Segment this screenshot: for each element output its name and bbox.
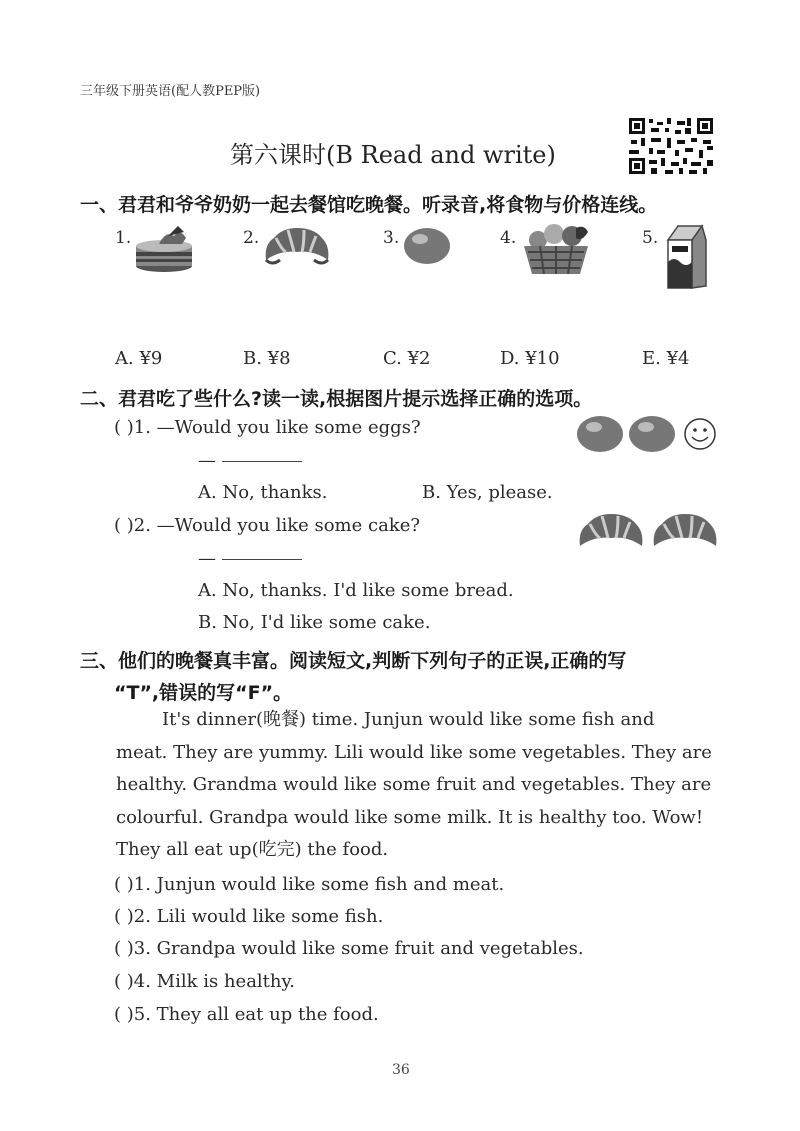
price-option-a: A. ¥9 [115, 348, 163, 369]
tf-item-5: ( )5. They all eat up the food. [114, 1004, 379, 1025]
lesson-title: 第六课时(B Read and write) [230, 141, 556, 169]
item-number-1: 1. [115, 228, 132, 248]
passage-line-3: healthy. Grandma would like some fruit and vegetables. They are [116, 774, 712, 795]
section3-heading-line2: “T”,错误的写“F”。 [114, 682, 293, 704]
section2-heading: 二、君君吃了些什么?读一读,根据图片提示选择正确的选项。 [80, 388, 593, 410]
passage-line-1: It's dinner(晚餐) time. Junjun would like some fish and [162, 709, 655, 730]
price-option-e: E. ¥4 [642, 348, 690, 369]
book-title: 三年级下册英语(配人教PEP版) [80, 84, 261, 99]
bread-icon [262, 224, 332, 270]
q1-option-b: B. Yes, please. [422, 482, 553, 503]
fruit-basket-icon [520, 222, 592, 280]
section1-heading: 一、君君和爷爷奶奶一起去餐馆吃晚餐。听录音,将食物与价格连线。 [80, 194, 658, 216]
price-option-b: B. ¥8 [243, 348, 291, 369]
passage-line-5: They all eat up(吃完) the food. [116, 839, 389, 860]
item-number-5: 5. [642, 228, 659, 248]
question-1: ( )1. —Would you like some eggs? [114, 417, 421, 438]
item-number-4: 4. [500, 228, 517, 248]
item-number-2: 2. [243, 228, 260, 248]
cake-icon [134, 224, 196, 274]
page-number: 36 [392, 1062, 410, 1078]
qr-code-icon [627, 116, 715, 176]
q1-option-a: A. No, thanks. [198, 482, 328, 503]
question-2: ( )2. —Would you like some cake? [114, 515, 421, 536]
tf-item-1: ( )1. Junjun would like some fish and meat. [114, 874, 505, 895]
passage-line-4: colourful. Grandpa would like some milk. It is healthy too. Wow! [116, 807, 704, 828]
q2-option-b: B. No, I'd like some cake. [198, 612, 431, 633]
price-option-c: C. ¥2 [383, 348, 431, 369]
answer-line-2[interactable]: — [198, 548, 302, 569]
answer-line-1[interactable]: — [198, 450, 302, 471]
milk-carton-icon [664, 222, 708, 290]
price-option-d: D. ¥10 [500, 348, 560, 369]
item-number-3: 3. [383, 228, 400, 248]
tf-item-2: ( )2. Lili would like some fish. [114, 906, 384, 927]
passage-line-2: meat. They are yummy. Lili would like some vegetables. They are [116, 742, 712, 763]
egg-icon [402, 226, 452, 266]
q2-option-a: A. No, thanks. I'd like some bread. [198, 580, 514, 601]
breads-icon [576, 510, 722, 556]
eggs-smiley-icon [576, 414, 718, 454]
section3-heading-line1: 三、他们的晚餐真丰富。阅读短文,判断下列句子的正误,正确的写 [80, 650, 627, 672]
tf-item-4: ( )4. Milk is healthy. [114, 971, 296, 992]
tf-item-3: ( )3. Grandpa would like some fruit and vegetables. [114, 938, 584, 959]
